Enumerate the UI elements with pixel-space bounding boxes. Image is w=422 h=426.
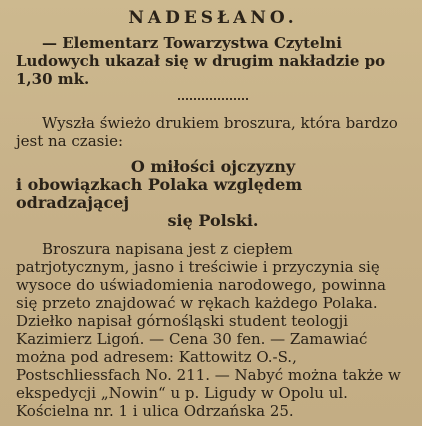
section-divider <box>178 98 248 100</box>
brochure-intro: Wyszła świeżo drukiem broszura, która bardzo jest na czasie: <box>16 114 398 150</box>
brochure-description: Broszura napisana jest z ciepłem patrjotycznym, jasno i treściwie i przyczynia się wysoce do uświadomienia narodowego, powinna się przeto znajdować w rękach każdego Polaka. Dziełko napisał górnośląski student teologji Kazimierz Ligoń. — Cena 30 fen. — Zamawiać można pod adresem: Kattowitz O.-S., Postschliessfach No. 211. — Nabyć można także w ekspedycji „Nowin“ u p. Ligudy w Opolu ul. Kościelna nr. 1 i ulica Odrzańska 25. <box>16 240 401 420</box>
brochure-title-line: i obowiązkach Polaka względem odradzającej <box>16 175 303 212</box>
brochure-title-line: się Polski. <box>167 211 259 230</box>
primer-notice: — Elementarz Towarzystwa Czytelni Ludowych ukazał się w drugim nakładzie po 1,30 mk. <box>16 34 386 88</box>
brochure-title-line: O miłości ojczyzny <box>130 157 296 176</box>
brochure-title <box>16 158 410 230</box>
section-heading: NADESŁANO. <box>128 8 298 28</box>
